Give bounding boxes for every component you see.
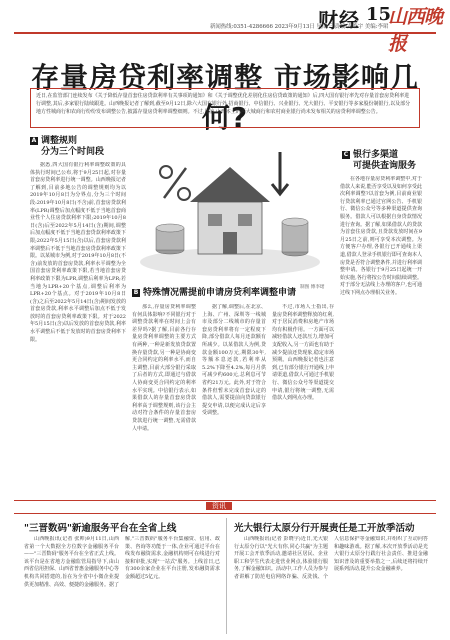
bottom-right-body xyxy=(234,536,428,632)
section-c-title-line1: 银行多渠道 xyxy=(353,150,399,160)
bottom-left-text: 山西晚报讯(记者 张帅)9月11日,山西省第一个大数据全方位数字金融服务平台——"三晋数码"服务平台在全省正式上线。该平台是在省地方金融监管局指导下,由山西省信用担保、山西省普惠金融服务中心等机构共同搭建的,旨在为全省中小微企业提供更加精准、高效、便捷的金融服务。据了解,"三晋数码"服务平台集融资、信用、政策、咨询等功能于一体,企业可通过平台在线发布融资需求,金融机构则可在线进行对接和审批,实现"一站式"服务。上线首日,已有300余家企业在平台注册,发布融资需求金额超过5亿元。 xyxy=(24,536,220,588)
bottom-right-text: 山西晚报讯(记者 彭晓宇)近日,光大银行太原分行以"光大有你,同心共赢"为主题开展工会开放季活动,邀请社区居民、企业职工和学生代表走进营业网点,体验银行服务,了解金融知识。活动中,工作人员为参与者讲解了防范电信网络诈骗、反洗钱、个人信息保护等金融知识,并组织了互动问答和趣味游戏。据了解,本次开放季活动是光大银行太原分行践行社会责任、推进金融知识普及的重要举措之一,后续还将持续开展系列活动,提升公众金融素养。 xyxy=(234,536,428,580)
section-a-title-line2: 分为三个时间段 xyxy=(41,147,105,157)
section-c-title-line2: 可提供查询服务 xyxy=(353,161,417,171)
section-c-body xyxy=(340,176,422,492)
section-a-body xyxy=(30,162,126,492)
paper-logo: 山西晚报 xyxy=(388,6,443,55)
intro-box: 近日,在监管部门连续发布《关于降低存量首套住房贷款利率有关事项的通知》和《关于调整优化差别化住房信贷政策的通知》后,四大国有银行率先对存量首套房贷利率进行调整,其后,多家银行陆续跟进。山西晚报记者了解到,截至9月12日,除六大国有银行外,招商银行、中信银行、兴业银行、光大银行、平安银行等多家股份制银行,以及部分地方性城商行和农商行纷纷发布调整公告,披露存量房贷利率调整细则。不过,目前,山西本土的两大城商行和农村商业银行尚未发布相关的房贷利率调整公告。 xyxy=(30,88,420,128)
section-b-text-2: 据了解,调整后,在北京、上海、广州、深圳等一线城市及部分二线城市的存量首套房贷利率将有一定程度下降,部分借款人每月还款额有所减少。以某借款人为例,贷款金额100万元,期限30年,等额本息还款,若利率从5.2%下降至4.2%,每月月供可减少约600元,总利息可节省约21万元。此外,对于符合条件但暂未完成首套认定的借款人,需要提前向贷款银行提交申请,以便完成认定后享受调整。 xyxy=(202,304,266,417)
section-b-mark: B xyxy=(133,289,139,296)
section-b-col3 xyxy=(272,304,334,492)
section-name: 财经 xyxy=(318,8,360,32)
issue-info: 新闻热线:0351-4286666 2023年9月13日 星期三 责编:龙皓宇 美编:李珺 xyxy=(210,24,389,30)
section-b-text-3: 不过,市场人士指出,存量房贷利率调整释放的红利,对于居民消费和房地产市场均有积极作用。一方面可以减轻借款人还款压力,增加可支配收入,另一方面也有助于减少提前还贷现象,稳定市场预期。山西晚报记者也注意到,已有部分银行开通线上申请渠道,借款人可通过手机银行、微信公众号等渠道提交申请,银行将统一调整,无需借款人到网点办理。 xyxy=(272,304,334,402)
house-coins-icon xyxy=(130,132,330,282)
section-b-title-text: 特殊情况需提前申请房贷利率调整申请 xyxy=(143,288,297,298)
section-b-col1 xyxy=(132,304,196,492)
bottom-right-headline: 光大银行太原分行开展责任是工开放季活动 xyxy=(234,523,415,534)
section-a-text: 据悉,四大国有银行利率调整政策的具体执行时间已公布,将于9月25日起,对存量首套房贷利率进行统一调整。山西晚报记者了解到,目前多地公告的调整规则均为以2019年10月8日为分界点,分为三个时间段:2019年10月8日(不含)前,首套房贷款利率(LPR)调整后加点幅度不低于当地首套商业性个人住房贷款利率下限;2019年10月8日(含)后至2022年5月14日(含)期间,调整后加点幅度不低于当地首套贷款利率政策下限;2022年5月15日(含)以后,首套房贷款利率调整后不低于当地首套房贷款利率政策下限。以某城市为例,对于2019年10月8日(不含)前发放的首套房贷款,利率水平调整为全国首套房贷利率政策下限,若当地首套房贷利率政策下限为LPR,调整后利率为LPR;若当地为LPR+20个基点,调整后利率为LPR+20个基点。对于2019年10月8日(含)之后至2022年5月14日(含)期间发放的首套房贷款,利率水平调整后加点不低于发放时的首套房贷利率政策下限。对于2022年5月15日(含)以后发放的首套房贷款,利率水平调整后不低于发放时的首套房贷利率下限。 xyxy=(30,162,126,343)
section-b-col2 xyxy=(202,304,266,492)
section-b-title xyxy=(132,288,296,299)
main-headline: 存量房贷利率调整 市场影响几何? xyxy=(31,61,419,134)
bottom-divider xyxy=(226,518,227,634)
band-label: 资讯 xyxy=(206,502,232,510)
section-a-title xyxy=(30,136,104,158)
page-number: 15 xyxy=(366,4,392,25)
bottom-left-headline: "三晋数码"新逾服务平台在全省上线 xyxy=(24,523,177,534)
section-a-title-line1: 调整规则 xyxy=(41,136,78,146)
section-a-mark: A xyxy=(31,137,37,144)
header-rule xyxy=(14,32,436,34)
section-c-text: 在各地存量房贷利率调整中,对于借款人来说,能否享受以及如何享受此次利率调整?以首套为例,目前商业银行贷款利率已通过官网公告、手机银行、微信公众号等多种渠道提供查询服务。借款人可以根据自身贷款情况进行查询。据了解,如果借款人的贷款为首套住房贷款,且贷款发放时间在9月25日之前,则可享受本次调整。为方便客户办理,各银行已开通线上渠道,借款人登录手机银行即可查询本人房贷是否符合调整条件,并进行利率调整申请。各银行于9月25日起统一开始实施,各行将按公告时间陆续调整。对于部分无法线上办理的客户,也可通过线下网点办理相关业务。 xyxy=(340,176,422,296)
section-c-mark: C xyxy=(343,151,349,158)
section-c-title xyxy=(342,150,416,172)
section-b-text-1: 那么,存量房贷利率调整有何具体影响?不同银行对于调整贷款利率在时间上会有差异吗?据了解,目前各行存量房贷利率调整的主要方式有两种,一种是新发放贷款置换存量贷款,另一种是协商变更合同约定的利率水平,而自主调整,目前大部分银行采取了后者的方式,即通过与借款人协商变更合同约定的利率水平实现。中信银行表示,如果借款人的存量首套房贷款利率高于调整规则,该行会主动对符合条件的存量首套房贷款进行统一调整,无需借款人申请。 xyxy=(132,304,196,432)
bottom-left-body xyxy=(24,536,220,632)
illustration-house-coins xyxy=(130,132,330,282)
photo-caption: 制图 傅李珺 xyxy=(300,285,325,290)
